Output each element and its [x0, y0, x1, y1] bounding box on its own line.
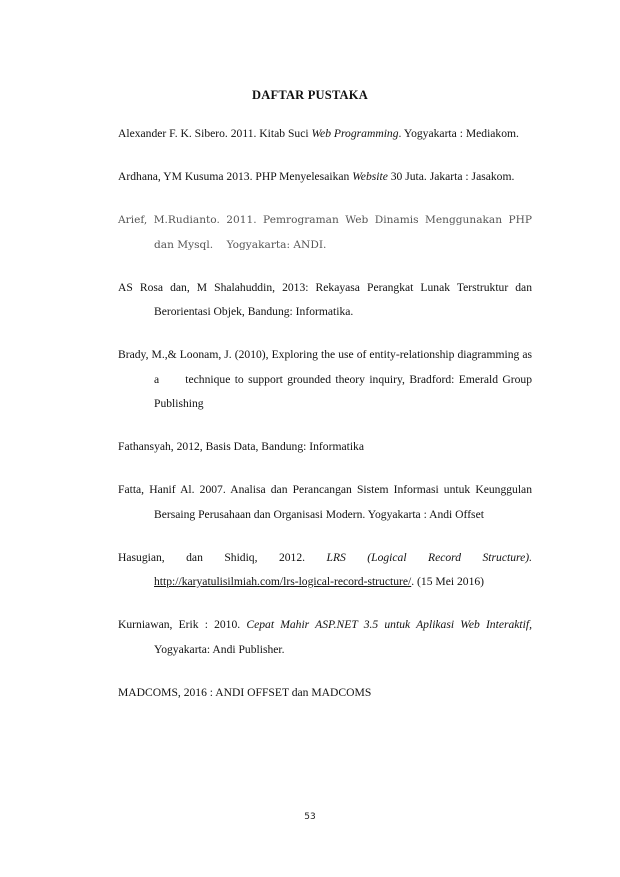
reference-text: Arief, M.Rudianto. 2011. Pemrograman Web Dinamis Menggunakan PHP dan Mysql. Yogyakarta: ANDI. [118, 214, 532, 251]
reference-text: Fatta, Hanif Al. 2007. Analisa dan Perancangan Sistem Informasi untuk Keunggulan Bersaing Perusahaan dan Organisasi Modern. Yogyakarta : Andi Offset [118, 483, 532, 521]
reference-text: 30 Juta. Jakarta : Jasakom. [387, 170, 515, 183]
reference-italic-title: Website [352, 170, 388, 183]
reference-item [118, 343, 532, 417]
reference-item [118, 208, 532, 257]
reference-text: AS Rosa dan, M Shalahuddin, 2013: Rekayasa Perangkat Lunak Terstruktur dan Berorientasi Objek, Bandung: Informatika. [118, 280, 532, 318]
reference-text: Fathansyah, 2012, Basis Data, Bandung: Informatika [118, 440, 364, 453]
reference-item [118, 613, 532, 662]
reference-item [118, 435, 532, 460]
reference-italic-title: LRS (Logical Record Structure). [326, 550, 532, 564]
reference-text: Yogyakarta: Andi Publisher. [154, 642, 285, 656]
reference-item [118, 546, 532, 595]
reference-list [118, 122, 532, 724]
reference-text: Kurniawan, Erik : 2010. [118, 618, 247, 631]
reference-text: Brady, M.,& Loonam, J. (2010), Exploring the use of entity-relationship diagramming as a technique to support grounded theory inquiry, Bradford: Emerald Group Publishing [118, 348, 532, 410]
reference-item [118, 681, 532, 706]
reference-text: . (15 Mei 2016) [411, 575, 485, 588]
reference-item [118, 276, 532, 325]
page-number: 53 [304, 812, 316, 822]
reference-italic-title: Web Programming [311, 127, 399, 140]
reference-text: MADCOMS, 2016 : ANDI OFFSET dan MADCOMS [118, 685, 372, 699]
reference-text: . Yogyakarta : Mediakom. [398, 127, 519, 140]
reference-item [118, 122, 532, 147]
reference-text: Ardhana, YM Kusuma 2013. PHP Menyelesaikan [118, 170, 353, 183]
page-title: DAFTAR PUSTAKA [252, 88, 368, 102]
reference-link[interactable]: http://karyatulisilmiah.com/lrs-logical-record-structure/ [154, 575, 412, 588]
reference-text: Alexander F. K. Sibero. 2011. Kitab Suci [118, 127, 312, 140]
reference-item [118, 165, 532, 190]
reference-item [118, 478, 532, 527]
reference-italic-title: Cepat Mahir ASP.NET 3.5 untuk Aplikasi Web Interaktif, [246, 618, 532, 631]
reference-text: Hasugian, dan Shidiq, 2012. [118, 550, 327, 564]
